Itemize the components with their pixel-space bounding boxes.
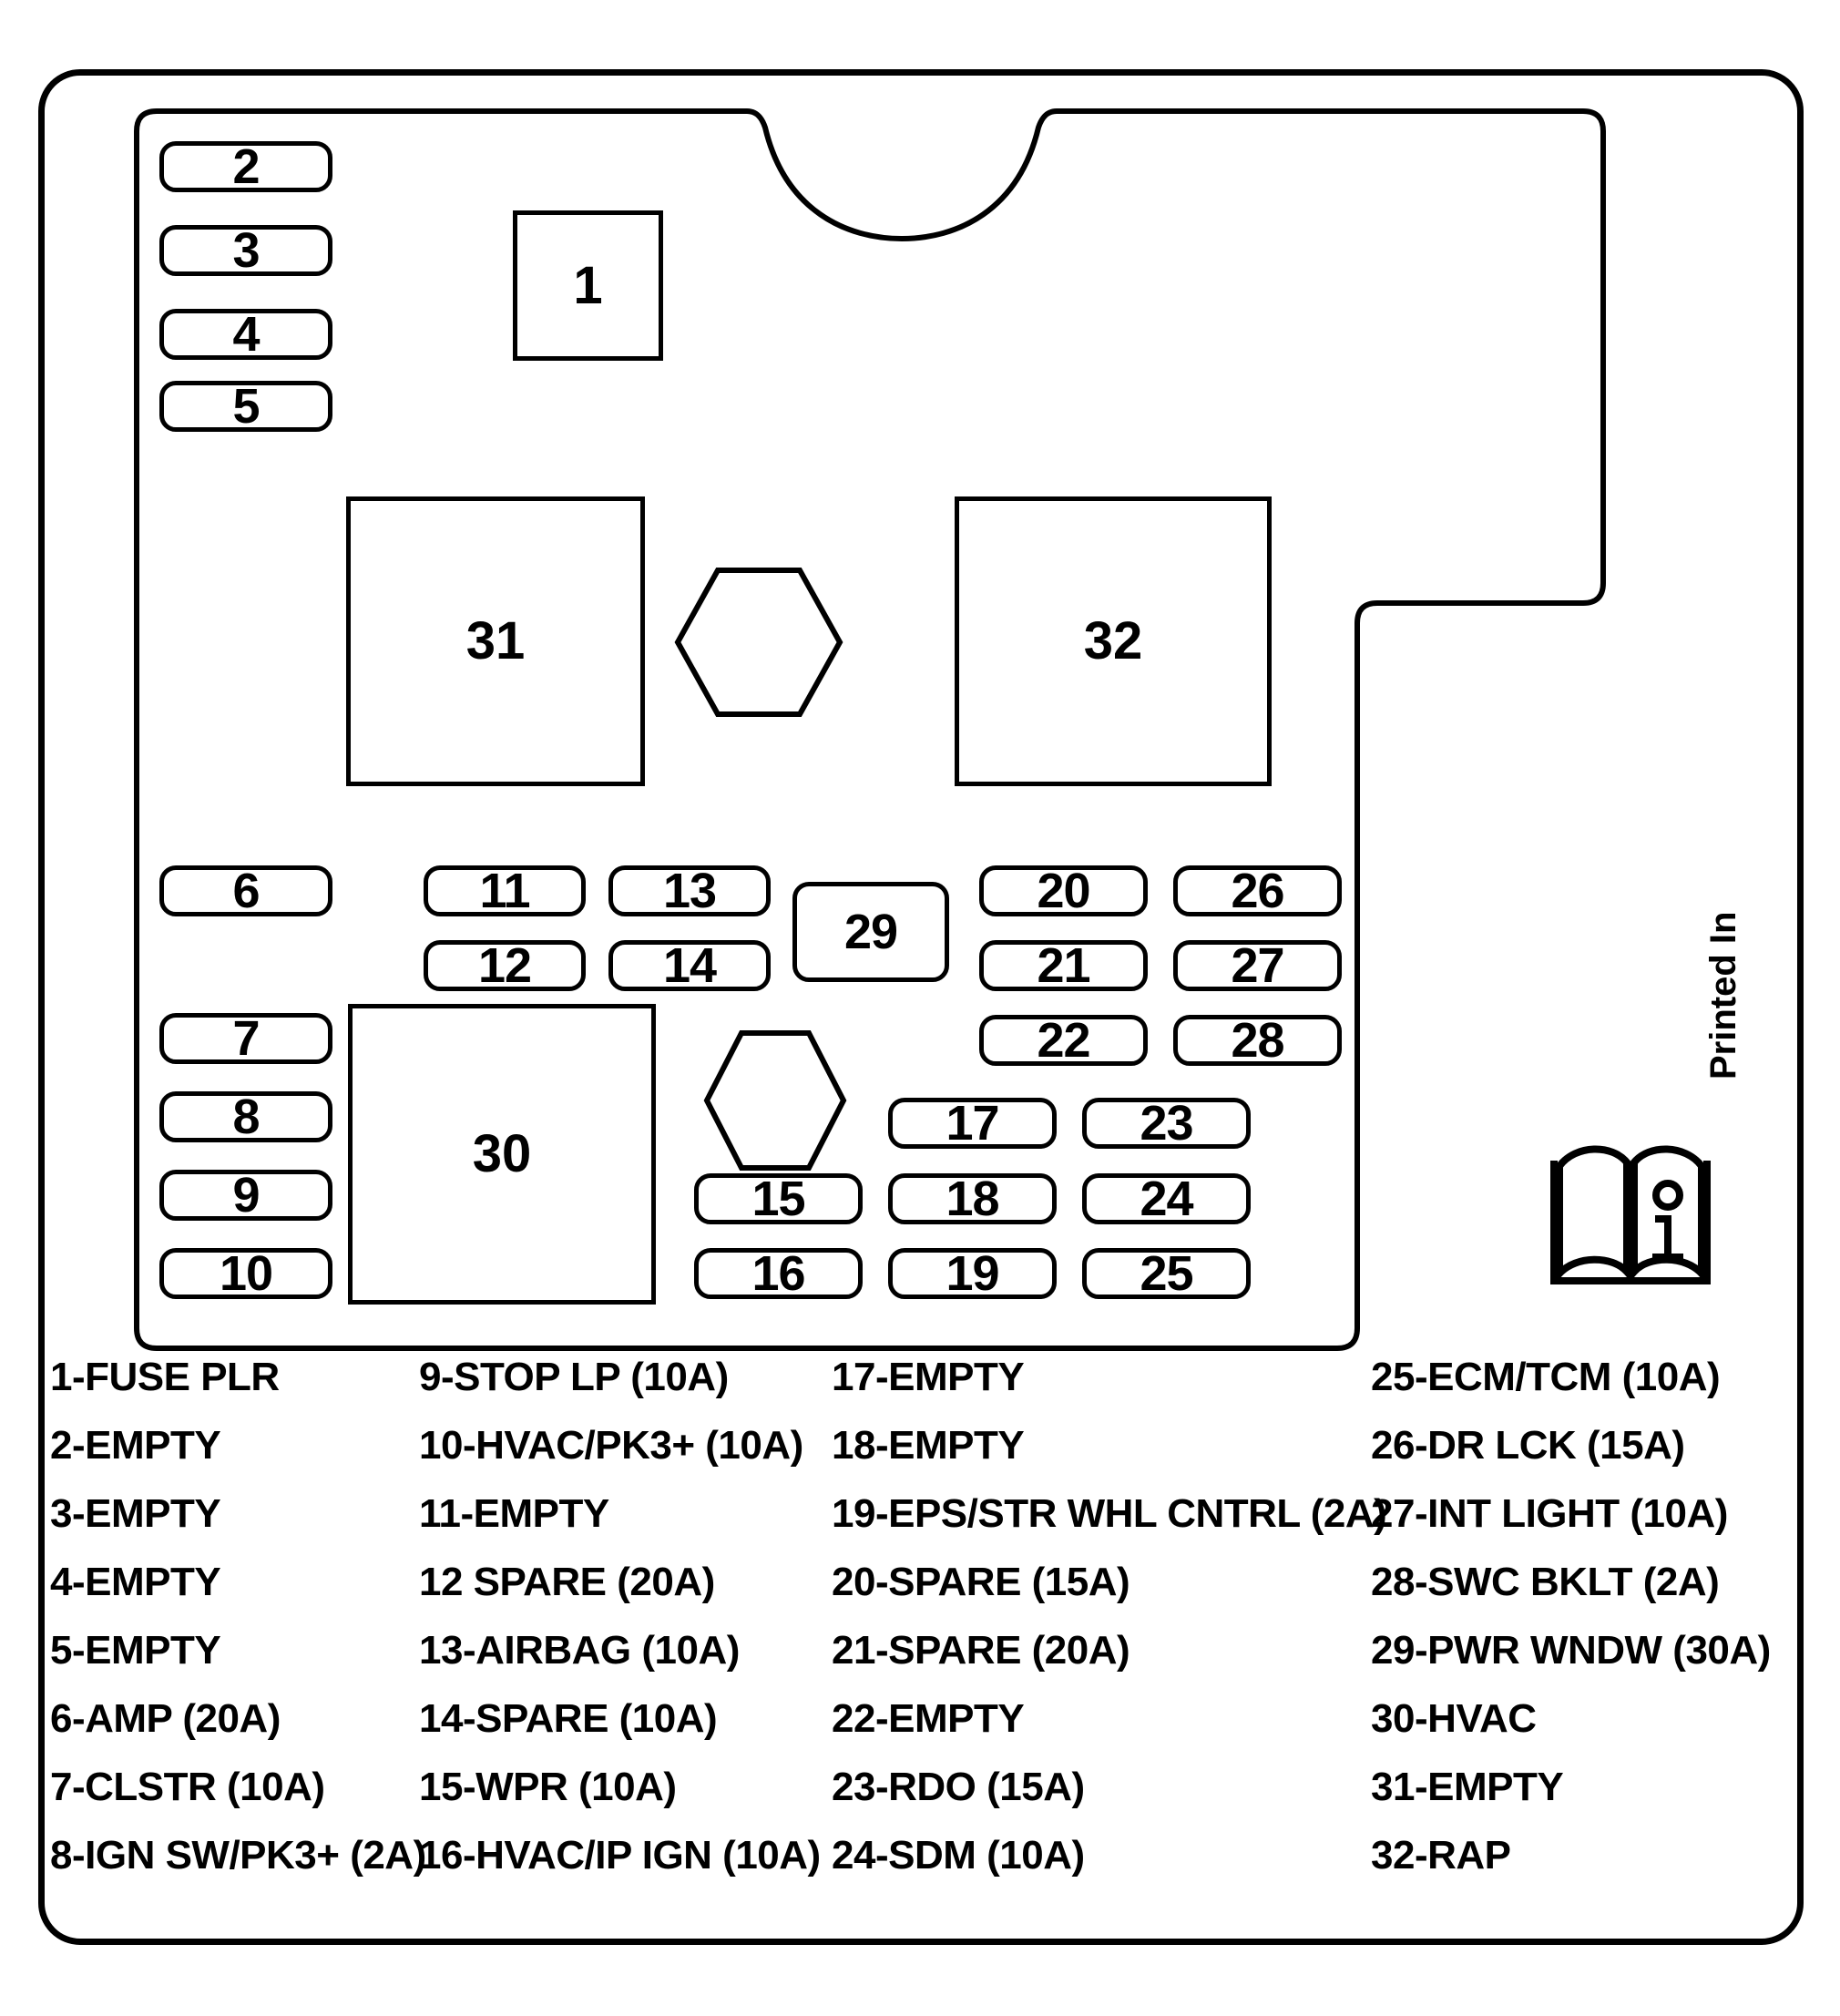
legend-item: 8-IGN SW/PK3+ (2A) [50,1833,426,1878]
legend-item: 23-RDO (15A) [832,1765,1085,1809]
legend-item: 27-INT LIGHT (10A) [1371,1491,1728,1536]
fuse-slot-24-label: 24 [1082,1173,1251,1224]
legend-item: 20-SPARE (15A) [832,1560,1130,1604]
legend-item: 29-PWR WNDW (30A) [1371,1628,1771,1673]
fuse-slot-4-label: 4 [159,309,332,360]
fuse-slot-7-label: 7 [159,1013,332,1064]
fuse-slot-22-label: 22 [979,1015,1148,1066]
legend-item: 15-WPR (10A) [419,1765,677,1809]
fuse-slot-4[interactable] [159,309,332,360]
fuse-slot-9[interactable] [159,1170,332,1221]
legend-column-1 [50,1357,426,1904]
legend-item: 31-EMPTY [1371,1765,1564,1809]
fuse-slot-9-label: 9 [159,1170,332,1221]
fuse-slot-20[interactable] [979,865,1148,916]
fuse-slot-19[interactable] [888,1248,1057,1299]
fuse-slot-29[interactable] [792,882,949,982]
legend-item: 11-EMPTY [419,1491,609,1536]
legend-item: 28-SWC BKLT (2A) [1371,1560,1720,1604]
fuse-slot-3[interactable] [159,225,332,276]
fuse-legend [0,1357,1840,1922]
fuse-slot-26[interactable] [1173,865,1342,916]
fuse-slot-12-label: 12 [424,940,586,991]
relay-box-32[interactable] [955,496,1272,786]
relay-box-1[interactable] [513,210,663,361]
legend-item: 24-SDM (10A) [832,1833,1085,1878]
fuse-slot-11-label: 11 [424,865,586,916]
fuse-slot-27[interactable] [1173,940,1342,991]
fuse-slot-7[interactable] [159,1013,332,1064]
legend-item: 17-EMPTY [832,1355,1025,1399]
relay-box-32-label: 32 [1083,611,1143,670]
legend-item: 19-EPS/STR WHL CNTRL (2A) [832,1491,1387,1536]
fuse-slot-18-label: 18 [888,1173,1057,1224]
relay-box-30[interactable] [348,1004,656,1305]
fuse-slot-27-label: 27 [1173,940,1342,991]
fuse-slot-17[interactable] [888,1098,1057,1149]
legend-item: 32-RAP [1371,1833,1511,1878]
legend-item: 5-EMPTY [50,1628,221,1673]
fuse-slot-13-label: 13 [608,865,771,916]
legend-item: 26-DR LCK (15A) [1371,1423,1685,1468]
fuse-slot-21[interactable] [979,940,1148,991]
fuse-slot-5-label: 5 [159,381,332,432]
relay-box-31-label: 31 [465,611,526,670]
legend-column-2 [419,1357,821,1904]
legend-item: 14-SPARE (10A) [419,1696,718,1741]
fuse-slot-24[interactable] [1082,1173,1251,1224]
legend-column-3 [832,1357,1386,1904]
fuse-slot-5[interactable] [159,381,332,432]
legend-item: 9-STOP LP (10A) [419,1355,729,1399]
legend-item: 30-HVAC [1371,1696,1537,1741]
legend-item: 1-FUSE PLR [50,1355,280,1399]
fuse-slot-10[interactable] [159,1248,332,1299]
legend-item: 25-ECM/TCM (10A) [1371,1355,1721,1399]
legend-item: 10-HVAC/PK3+ (10A) [419,1423,803,1468]
fuse-slot-25-label: 25 [1082,1248,1251,1299]
fuse-slot-6-label: 6 [159,865,332,916]
legend-item: 22-EMPTY [832,1696,1025,1741]
fuse-slot-26-label: 26 [1173,865,1342,916]
relay-box-31[interactable] [346,496,645,786]
legend-column-4 [1371,1357,1771,1904]
fuse-slot-18[interactable] [888,1173,1057,1224]
legend-item: 21-SPARE (20A) [832,1628,1130,1673]
fuse-slot-8[interactable] [159,1091,332,1142]
fuse-slot-28-label: 28 [1173,1015,1342,1066]
hexagon-fuse-upper[interactable] [672,565,845,720]
relay-box-1-label: 1 [573,255,603,315]
fuse-slot-2-label: 2 [159,141,332,192]
fuse-slot-16[interactable] [694,1248,863,1299]
legend-item: 2-EMPTY [50,1423,221,1468]
fuse-slot-21-label: 21 [979,940,1148,991]
fuse-slot-2[interactable] [159,141,332,192]
fuse-slot-15-label: 15 [694,1173,863,1224]
fuse-slot-11[interactable] [424,865,586,916]
fuse-slot-19-label: 19 [888,1248,1057,1299]
fuse-slot-13[interactable] [608,865,771,916]
fuse-slot-14-label: 14 [608,940,771,991]
fuse-slot-23-label: 23 [1082,1098,1251,1149]
fuse-slot-23[interactable] [1082,1098,1251,1149]
fuse-slot-28[interactable] [1173,1015,1342,1066]
fuse-slot-12[interactable] [424,940,586,991]
fuse-slot-14[interactable] [608,940,771,991]
hexagon-fuse-lower[interactable] [701,1028,847,1173]
fuse-slot-6[interactable] [159,865,332,916]
legend-item: 4-EMPTY [50,1560,221,1604]
legend-item: 12 SPARE (20A) [419,1560,715,1604]
printed-in-label: Printed In [1703,911,1743,1080]
fuse-slot-10-label: 10 [159,1248,332,1299]
relay-box-30-label: 30 [472,1124,532,1183]
fuse-slot-22[interactable] [979,1015,1148,1066]
legend-item: 16-HVAC/IP IGN (10A) [419,1833,821,1878]
fuse-slot-17-label: 17 [888,1098,1057,1149]
fuse-slot-20-label: 20 [979,865,1148,916]
open-book-info-icon [1549,1139,1712,1286]
legend-item: 7-CLSTR (10A) [50,1765,325,1809]
fuse-slot-16-label: 16 [694,1248,863,1299]
fuse-slot-15[interactable] [694,1173,863,1224]
fuse-slot-29-label: 29 [792,882,949,982]
legend-item: 3-EMPTY [50,1491,221,1536]
legend-item: 18-EMPTY [832,1423,1025,1468]
legend-item: 13-AIRBAG (10A) [419,1628,740,1673]
legend-item: 6-AMP (20A) [50,1696,281,1741]
fuse-slot-25[interactable] [1082,1248,1251,1299]
fuse-slot-3-label: 3 [159,225,332,276]
fuse-slot-8-label: 8 [159,1091,332,1142]
